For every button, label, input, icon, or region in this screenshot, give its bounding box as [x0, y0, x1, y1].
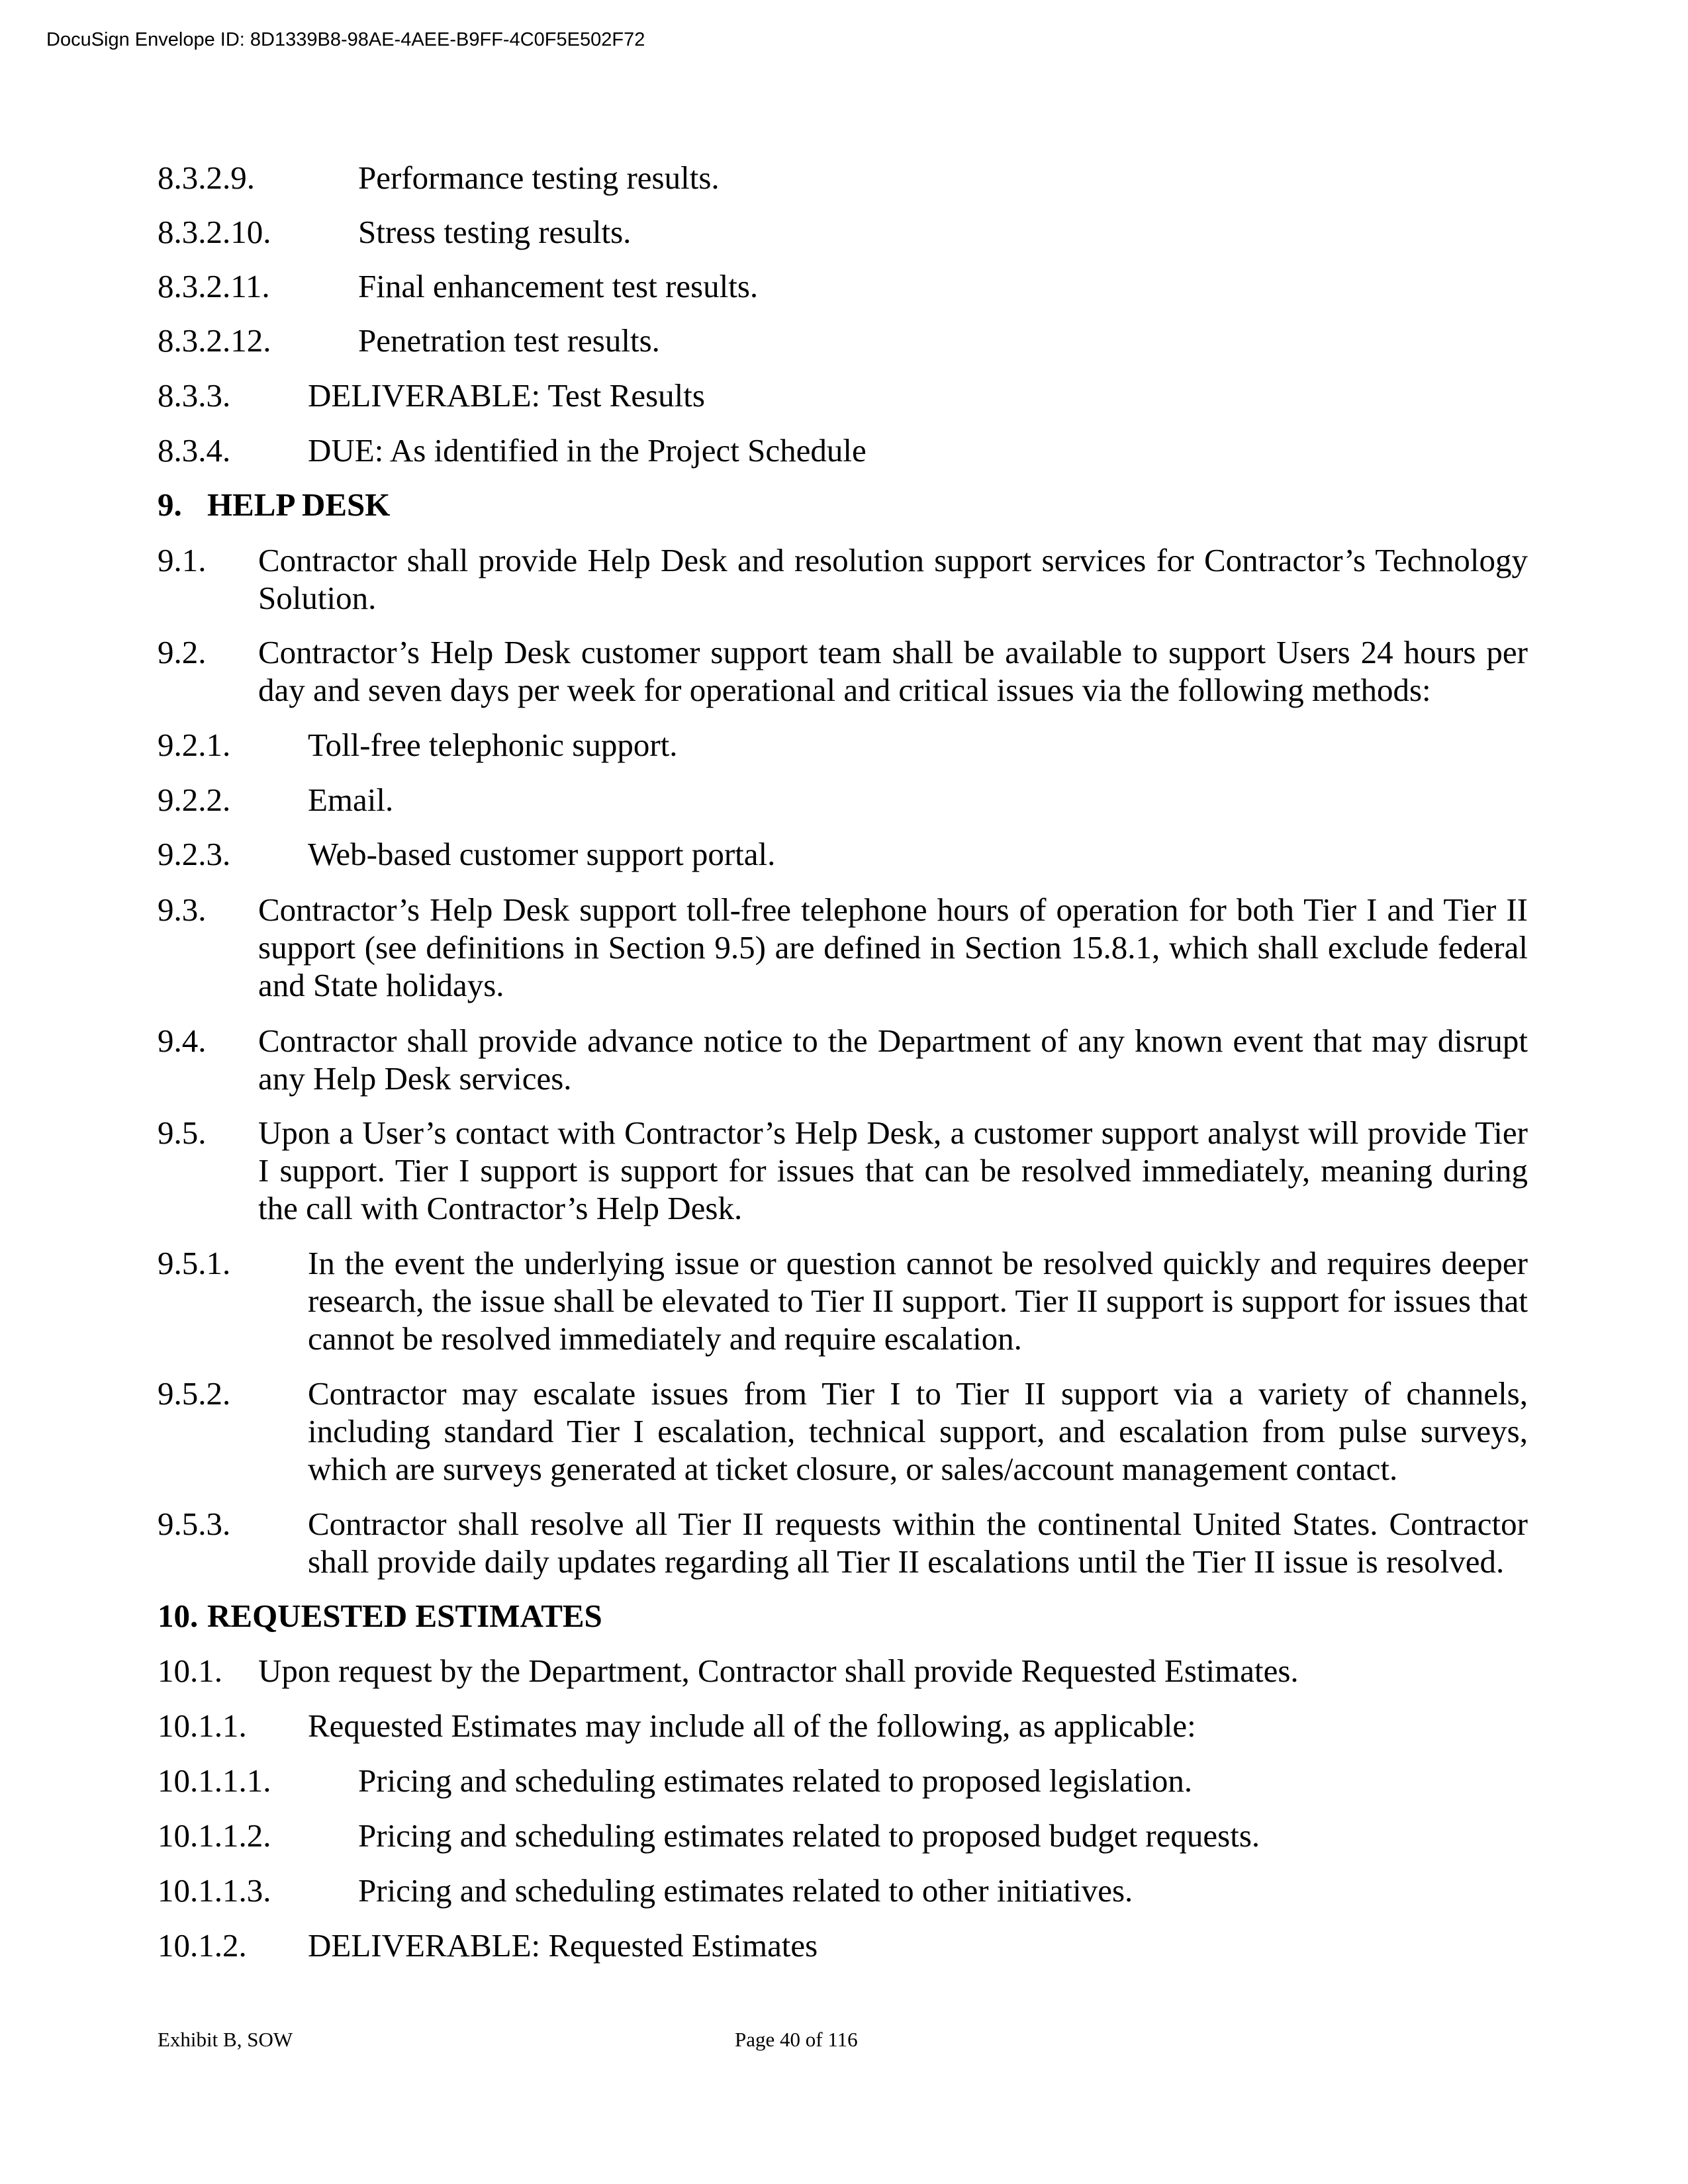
item-text: Toll-free telephonic support. — [308, 727, 678, 763]
item-number: 9.2.1. — [158, 727, 231, 763]
item-number: 10.1.1.3. — [158, 1872, 271, 1909]
item-number: 9.2. — [158, 634, 207, 670]
footer-exhibit-label: Exhibit B, SOW — [158, 2028, 293, 2051]
item-text: Pricing and scheduling estimates related to other initiatives. — [358, 1872, 1133, 1909]
item-text: Contractor shall resolve all Tier II requests within the continental United States. Contractor shall provide daily updates regarding all Tier II escalations until the Tier II issue is resolved. — [308, 1506, 1528, 1580]
item-text: Contractor may escalate issues from Tier I to Tier II support via a variety of channels, including standard Tier I escalation, technical support, and escalation from pulse surveys, which are surveys generated at ticket closure, or sales/account management contact. — [308, 1375, 1528, 1487]
item-number: 10.1.1.2. — [158, 1817, 271, 1854]
item-text: In the event the underlying issue or question cannot be resolved quickly and requires deeper research, the issue shall be elevated to Tier II support. Tier II support is support for issues that cannot be resolved immediately and require escalation. — [308, 1245, 1528, 1357]
item-text: Web-based customer support portal. — [308, 836, 776, 872]
item-number: 9.1. — [158, 542, 207, 578]
item-number: 9.5.2. — [158, 1375, 231, 1412]
section-number: 9. — [158, 486, 182, 523]
section-title: HELP DESK — [207, 486, 391, 523]
item-number: 9.5. — [158, 1115, 207, 1151]
item-number: 10.1.1.1. — [158, 1762, 271, 1799]
item-number: 8.3.3. — [158, 377, 231, 414]
item-text: Pricing and scheduling estimates related to proposed budget requests. — [358, 1817, 1260, 1854]
item-text: Contractor shall provide Help Desk and resolution support services for Contractor’s Technology Solution. — [258, 542, 1528, 616]
item-text: Contractor’s Help Desk support toll-free telephone hours of operation for both Tier I and Tier II support (see definitions in Section 9.5) are defined in Section 15.8.1, which shall exclude federal and State holidays. — [258, 891, 1528, 1003]
item-text: Stress testing results. — [358, 214, 632, 250]
item-text: DELIVERABLE: Test Results — [308, 377, 705, 414]
section-number: 10. — [158, 1598, 199, 1634]
item-text: DUE: As identified in the Project Schedule — [308, 432, 867, 469]
item-number: 9.4. — [158, 1023, 207, 1059]
item-number: 8.3.2.9. — [158, 159, 255, 196]
item-number: 10.1.1. — [158, 1707, 247, 1744]
section-title: REQUESTED ESTIMATES — [207, 1598, 602, 1634]
item-number: 8.3.2.10. — [158, 214, 271, 250]
item-number: 9.3. — [158, 891, 207, 928]
item-text: Performance testing results. — [358, 159, 720, 196]
item-text: Pricing and scheduling estimates related to proposed legislation. — [358, 1762, 1193, 1799]
footer-page-number: Page 40 of 116 — [735, 2028, 858, 2051]
item-text: Penetration test results. — [358, 322, 660, 359]
item-text: Upon request by the Department, Contractor shall provide Requested Estimates. — [258, 1653, 1299, 1689]
item-number: 9.2.2. — [158, 782, 231, 818]
item-number: 9.2.3. — [158, 836, 231, 872]
item-number: 8.3.2.11. — [158, 268, 270, 304]
docusign-envelope-id: DocuSign Envelope ID: 8D1339B8-98AE-4AEE-B9FF-4C0F5E502F72 — [46, 29, 645, 50]
item-number: 9.5.3. — [158, 1506, 231, 1542]
item-number: 9.5.1. — [158, 1245, 231, 1281]
item-text: Upon a User’s contact with Contractor’s Help Desk, a customer support analyst will provide Tier I support. Tier I support is support for issues that can be resolved immediately, meaning during the call with Contractor’s Help Desk. — [258, 1115, 1528, 1226]
item-text: Requested Estimates may include all of the following, as applicable: — [308, 1707, 1196, 1744]
item-number: 10.1.2. — [158, 1927, 247, 1964]
item-number: 10.1. — [158, 1653, 222, 1689]
item-number: 8.3.2.12. — [158, 322, 271, 359]
item-text: Final enhancement test results. — [358, 268, 759, 304]
item-text: Contractor shall provide advance notice to the Department of any known event that may disrupt any Help Desk services. — [258, 1023, 1528, 1097]
item-text: DELIVERABLE: Requested Estimates — [308, 1927, 818, 1964]
item-text: Contractor’s Help Desk customer support team shall be available to support Users 24 hours per day and seven days per week for operational and critical issues via the following methods: — [258, 634, 1528, 708]
item-text: Email. — [308, 782, 394, 818]
item-number: 8.3.4. — [158, 432, 231, 469]
